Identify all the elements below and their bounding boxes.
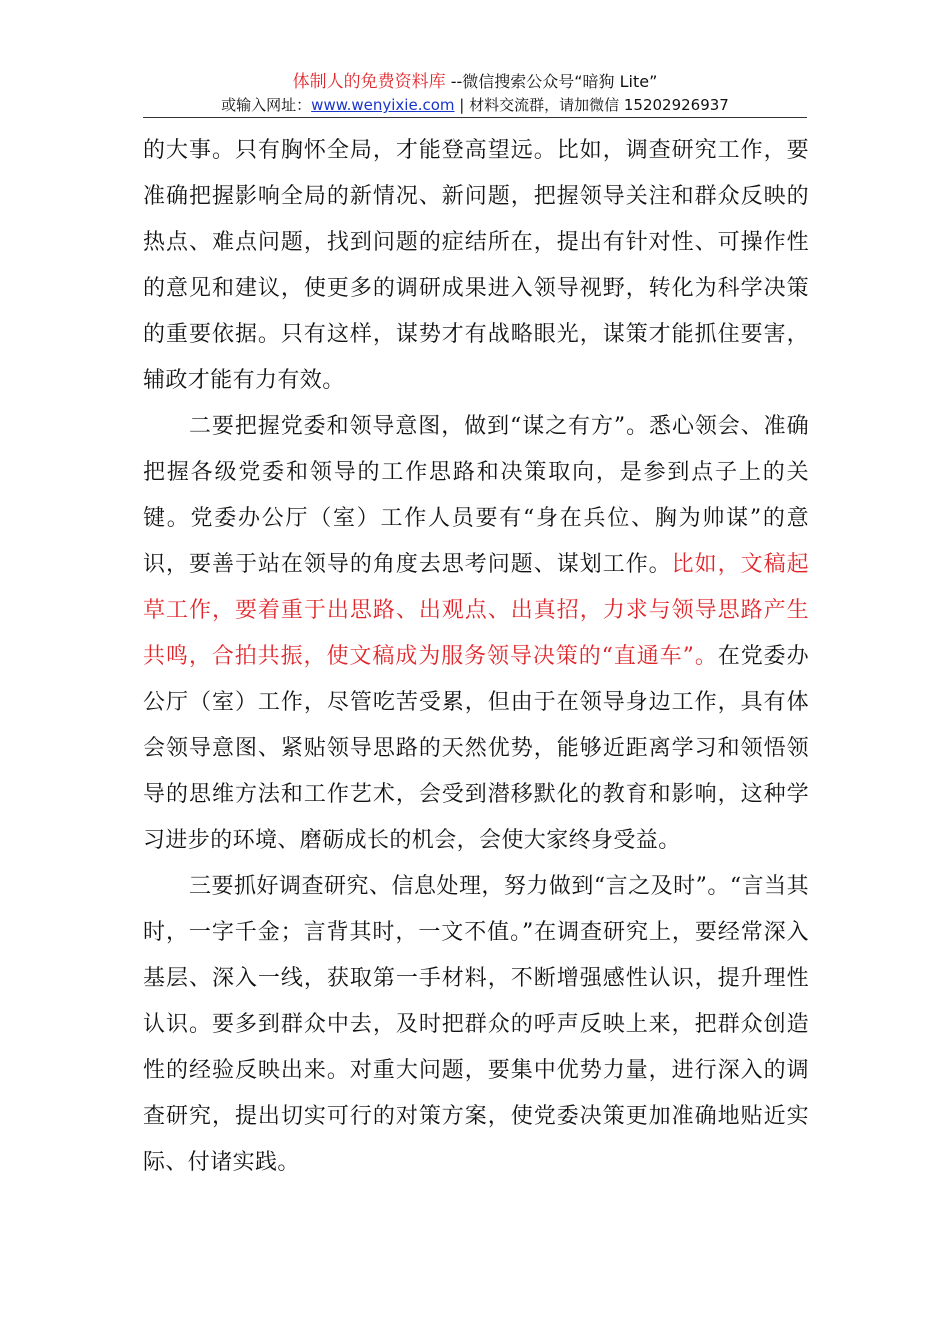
header-url-link[interactable]: www.wenyixie.com: [311, 96, 455, 114]
header-tagline: --微信搜索公众号“暗狗 Lite”: [445, 72, 658, 91]
header-divider: [143, 117, 807, 118]
paragraph-2: [143, 404, 809, 864]
header-contact: | 材料交流群，请加微信 15202926937: [454, 96, 729, 114]
header-line-1: [143, 70, 807, 94]
header-url-prefix: 或输入网址：: [221, 96, 312, 114]
paragraph-3: 三要抓好调查研究、信息处理，努力做到“言之及时”。“言当其时，一字千金；言背其时，一文不值。”在调查研究上，要经常深入基层、深入一线，获取第一手材料，不断增强感性认识，提升理性认识。要多到群众中去，及时把群众的呼声反映上来，把群众创造性的经验反映出来。对重大问题，要集中优势力量，进行深入的调查研究，提出切实可行的对策方案，使党委决策更加准确地贴近实际、付诸实践。: [143, 874, 809, 1175]
document-body: [143, 128, 809, 1186]
header-line-2: [143, 94, 807, 116]
header-brand: 体制人的免费资料库: [292, 72, 446, 92]
paragraph-2-tail: 在党委办公厅（室）工作，尽管吃苦受累，但由于在领导身边工作，具有体会领导意图、紧贴领导思路的天然优势，能够近距离学习和领悟领导的思维方法和工作艺术，会受到潜移默化的教育和影响，这种学习进步的环境、磨砺成长的机会，会使大家终身受益。: [143, 644, 809, 853]
paragraph-1: 的大事。只有胸怀全局，才能登高望远。比如，调查研究工作，要准确把握影响全局的新情况、新问题，把握领导关注和群众反映的热点、难点问题，找到问题的症结所在，提出有针对性、可操作性的意见和建议，使更多的调研成果进入领导视野，转化为科学决策的重要依据。只有这样，谋势才有战略眼光，谋策才能抓住要害，辅政才能有力有效。: [143, 138, 809, 393]
paragraph-2-lead: 二要把握党委和领导意图，做到“谋之有方”。悉心领会、准确把握各级党委和领导的工作思路和决策取向，是参到点子上的关键。党委办公厅（室）工作人员要有“身在兵位、胸为帅谋”的意识，要善于站在领导的角度去思考问题、谋划工作。: [143, 414, 809, 577]
page-header: [143, 70, 807, 116]
paragraph-2-highlight: 比如，文稿起草工作，要着重于出思路、出观点、出真招，力求与领导思路产生共鸣，合拍共振，使文稿成为服务领导决策的“直通车”。: [143, 552, 809, 669]
